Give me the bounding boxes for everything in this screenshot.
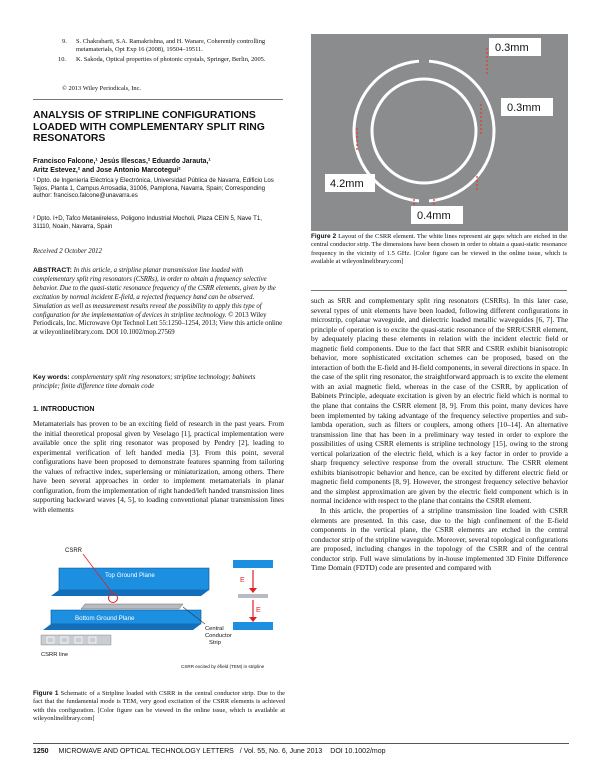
label-csrr: CSRR <box>65 548 83 554</box>
page-number: 1250 <box>33 748 49 755</box>
e-field-bottom-plate <box>233 622 273 630</box>
affiliation-2: ² Dpto. I+D, Tafco Metawireless, Poligono Industrial Mocholi, Plaza CEIN 5, Nave T1, 31110, Noain, Navarra, Spain <box>33 215 262 230</box>
dim-label-1: 0.3mm <box>495 42 529 54</box>
reference-10: 10. K. Sakoda, Optical properties of photonic crystals, Springer, Berlin, 2005. <box>58 55 266 63</box>
label-top-plane: Top Ground Plane <box>105 572 155 579</box>
affiliation-1: ¹ Dpto. de Ingeniería Eléctrica y Electrónica, Universidad Pública de Navarra, Edificio Los Tejos, Planta 1, Campus Arrosadia, 31006, Pamplona, Navarra, Spain; Corresponding author: francisco.falcone@unavarra.es <box>33 177 274 200</box>
label-e-top: E <box>240 577 245 584</box>
central-conductor-strip <box>81 604 183 609</box>
label-bottom-plane: Bottom Ground Plane <box>75 615 135 622</box>
inner-ring-gap <box>372 79 476 183</box>
dim-label-3: 4.2mm <box>330 178 364 190</box>
csrr-line-sample <box>41 635 111 645</box>
inner-split <box>419 56 429 64</box>
label-e-bottom: E <box>256 607 261 614</box>
section-heading-introduction: 1. INTRODUCTION <box>33 406 95 413</box>
rule-previous-article <box>33 99 283 100</box>
label-central-line2: Conductor <box>205 633 232 639</box>
figure-2-diagram <box>311 34 568 231</box>
paragraph-2: In this article, the properties of a stripline transmission line loaded with CSRR elements are presented. In this case, due to the high confinement of the E-field components in the vertical plane, the CSRR elements are etched in the central conductor strip of the stripline waveguide. Moreover, several topological configurations are proposed, including changes in the topology of the CSRR and of the central conductor strip. Full wave simulations by in-house implemented 3D Finite Difference Time Domain (FDTD) code are presented and compared with <box>311 506 568 573</box>
e-field-strip <box>238 594 268 598</box>
label-csrr-line: CSRR line <box>41 652 69 658</box>
received-date: Received 2 October 2012 <box>33 248 102 255</box>
dim-label-2: 0.3mm <box>507 102 541 114</box>
intro-paragraph: Metamaterials has proven to be an exciting field of research in the past years. From the initial theoretical proposal given by Veselago [1], practical implementation were available once the split ring resonator was proposed by Pendry [2], leading to experimental verification of left handed media [3]. From this point, several configurations have been proposed to demonstrate features spanning from tailoring the values of refractive index, superlensing or miniaturization, among others. There have been several approaches in order to implement metamaterials in planar configuration, from the implementation of right handed/left handed transmission lines supporting backward waves [4, 5], to loading conventional planar transmission lines with elements <box>33 419 284 514</box>
volume-info: Vol. 55, No. 6, June 2013 <box>243 748 323 755</box>
authors: Francisco Falcone,¹ Jesús Illescas,² Eduardo Jarauta,¹ Aritz Estevez,² and Jose Antonio Marcotegui² <box>33 158 211 174</box>
label-central-line3: Strip <box>209 640 221 646</box>
figure-1-diagram <box>33 540 285 675</box>
rule-figure-2 <box>311 290 567 291</box>
keywords: Key words: complementary split ring resonators; stripline technology; babinets principle; finite difference time domain code <box>33 374 256 390</box>
figure-2 <box>311 34 568 231</box>
doi: DOI 10.1002/mop <box>330 748 386 755</box>
page-footer: 1250 MICROWAVE AND OPTICAL TECHNOLOGY LETTERS / Vol. 55, No. 6, June 2013 DOI 10.1002/mop <box>33 748 386 755</box>
reference-9: 9. S. Chakrabarti, S.A. Ramakrishna, and H. Wanare, Coherently controlling metamaterials, Opt Exp 16 (2008), 19504–19511. <box>62 38 266 54</box>
right-column-text <box>311 296 568 573</box>
dim-label-4: 0.4mm <box>417 210 451 222</box>
figure-1 <box>33 540 285 720</box>
abstract: ABSTRACT: In this article, a stripline planar transmission line loaded with complementary split ring resonators (CSRRs), in order to obtain a frequency selective behavior. Due to the quasi-static resonance frequency of the CSRR elements, given by the excitation by normal incident E-field, a rejected frequency band can be observed. Simulation as well as measurement results reveal the possibility to apply this type of configuration for the implementation of devices in stripline technology. © 2013 Wiley Periodicals, Inc. Microwave Opt Technol Lett 55:1250–1254, 2013; View this article online at wileyonlinelibrary.com. DOI 10.1002/mop.27569 <box>33 267 283 337</box>
article-title: ANALYSIS OF STRIPLINE CONFIGURATIONS LOADED WITH COMPLEMENTARY SPLIT RING RESONATORS <box>33 110 265 144</box>
label-excited: CSRR excited by éfield (TEM) in stripline <box>181 664 265 669</box>
figure-2-caption: Figure 2 Layout of the CSRR element. The white lines represent air gaps which are etched in the central conductor strip. The dimensions have been chosen in order to obtain a quasi-static resonance frequency in the vicinity of 1.5 GHz. [Color figure can be viewed in the online issue, which is available at wileyonlinelibrary.com] <box>311 233 567 265</box>
footer-rule <box>33 743 569 744</box>
outer-split <box>419 198 429 205</box>
e-field-top-plate <box>233 560 273 568</box>
label-central-line1: Central <box>205 626 224 632</box>
figure-1-caption: Figure 1 Schematic of a Stripline loaded with CSRR in the central conductor strip. Due to the fact that the fundamental mode is TEM, very good excitation of the CSRR elements is achieved with this configuration. [Color figure can be viewed in the online issue, which is available at wileyonlinelibrary.com] <box>33 690 285 722</box>
reference-list <box>52 38 284 64</box>
copyright-previous: © 2013 Wiley Periodicals, Inc. <box>62 85 142 92</box>
paragraph-1: such as SRR and complementary split ring resonators (CSRRs). In this later case, several types of unit elements have been loaded, following different configurations in microstrip, coplanar waveguide, and dielectric loaded metallic waveguides [6, 7]. The principle of operation is to excite the quasi-static resonance of the SRR/CSRR element, by adequately placing these elements in relation with the incident electric field or magnetic field components. Due to the fact that SRR and CSRR exhibit bianisotropic behavior, more sophisticated excitation schemes can be proposed, based on the interaction of both the E-field and H-field components, in several directions in space. In the case of the split ring resonator, the straightforward approach is to excite the element with an axial magnetic field, whereas in the case of the CSRR, by application of Babinets Principle, adequate excitation is given by an electric field which is normal to the plane that contains the CSRR element [8, 9]. From this point, many devices have been implemented by taking advantage of the frequency selective properties and sub-lambda operation, such as filters or couplers, among others [10–14]. An alternative transmission line that has been in a preliminary way tested in order to explore the possibilities of using CSRR elements is stripline technology [15], owing to the strong vertical polarization of the electric field, which is a key factor in order to provide a sharp frequency selective response from the overall structure. The CSRR element exhibits bianisotropic behavior and hence, can be excited by different electric field or magnetic field components [8, 9]. However, the strongest frequency selective behavior and the simplest approximation are given by the electric field component which is in normal incidence with respect to the plane that contains the CSRR element. <box>311 296 568 506</box>
journal-name: MICROWAVE AND OPTICAL TECHNOLOGY LETTERS <box>58 748 234 755</box>
